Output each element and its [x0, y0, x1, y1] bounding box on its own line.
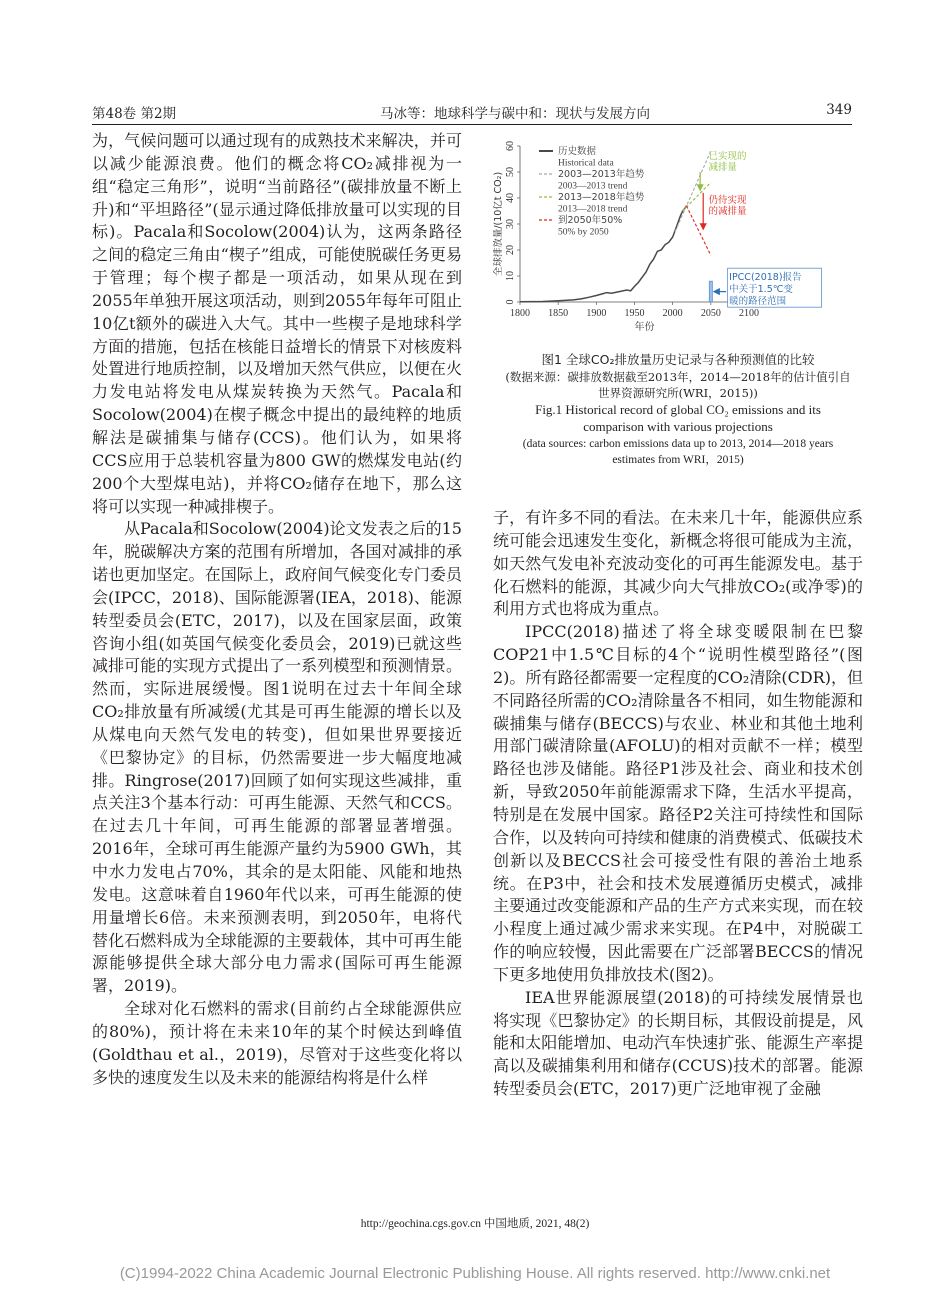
- legend-label-en: 2003—2013 trend: [558, 181, 628, 192]
- legend-label-en: 50% by 2050: [558, 227, 609, 238]
- annotation-achieved-reduction: 减排量: [708, 162, 738, 173]
- legend-label-cn: 2013—2018年趋势: [558, 192, 645, 203]
- page-number: 349: [826, 102, 852, 118]
- y-tick-label: 0: [505, 299, 516, 305]
- legend-label-cn: 历史数据: [558, 146, 597, 157]
- emissions-chart: [493, 134, 863, 348]
- x-tick-label: 1800: [510, 308, 530, 319]
- caption-line: estimates from WRI，2015): [612, 454, 744, 467]
- figure-caption: [493, 352, 863, 469]
- annotation-remaining-reduction: 仍待实现: [708, 195, 747, 207]
- annotation-ipcc-range: 暖的路径范围: [729, 296, 787, 308]
- ipcc-range-bar: [709, 281, 712, 302]
- x-tick-label: 1900: [586, 308, 607, 319]
- annotation-ipcc-range: IPCC(2018)报告: [729, 272, 802, 284]
- caption-line: (数据来源：碳排放数据截至2013年，2014—2018年的估计值引自: [505, 369, 851, 384]
- issue-label: 第48卷 第2期: [92, 106, 177, 122]
- chart-legend: [539, 145, 645, 238]
- y-tick-label: 50: [505, 167, 516, 177]
- legend-label-en: 2013—2018 trend: [558, 204, 628, 215]
- annotation-remaining-reduction: 的减排量: [708, 206, 747, 218]
- copyright-line: (C)1994-2022 China Academic Journal Electronic Publishing House. All rights reserved. http://www.cnki.net: [119, 1265, 831, 1282]
- caption-line: (data sources: carbon emissions data up to 2013, 2014—2018 years: [522, 437, 834, 450]
- paragraph: IPCC(2018)描述了将全球变暖限制在巴黎COP21中1.5℃目标的4个“说明性模型路径”(图2)。所有路径都需要一定程度的CO₂清除(CDR)，但不同路径所需的CO₂清除量各不相同，如生物能源和碳捕集与储存(BECCS)与农业、林业和其他土地利用部门碳清除量(AFOLU)的相对贡献不一样；模型路径也涉及储能。路径P1涉及社会、商业和技术创新，导致2050年前能源需求下降，生活水平提高，特别是在发展中国家。路径P2关注可持续性和国际合作，以及转向可持续和健康的消费模式、低碳技术创新以及BECCS社会可接受性有限的善治土地系统。在P3中，社会和技术发展遵循历史模式，减排主要通过改变能源和产品的生产方式来实现，而在较小程度上通过减少需求来实现。在P4中，对脱碳工作的响应较慢，因此需要在广泛部署BECCS的情况下更多地使用负排放技术(图2)。: [493, 622, 863, 984]
- caption-line: comparison with various projections: [583, 418, 773, 434]
- right-column: [493, 507, 863, 1101]
- paragraph: 从Pacala和Socolow(2004)论文发表之后的15年，脱碳解决方案的范围有所增加，各国对减排的承诺也更加坚定。在国际上，政府间气候变化专门委员会(IPCC，2018)、国际能源署(IEA，2018)、能源转型委员会(ETC，2017)，以及在国家层面，政策咨询小组(如英国气候变化委员会，2019)已就这些减排可能的实现方式提出了一系列模型和预测情景。然而，实际进展缓慢。图1说明在过去十年间全球CO₂排放量有所减缓(尤其是可再生能源的增长以及从煤电向天然气发电的转变)，但如果世界要接近《巴黎协定》的目标，仍然需要进一步大幅度地减排。Ringrose(2017)回顾了如何实现这些减排，重点关注3个基本行动：可再生能源、天然气和CCS。在过去几十年间，可再生能源的部署显著增强。2016年，全球可再生能源产量约为5900 GWh，其中水力发电占70%，其余的是太阳能、风能和地热发电。这意味着自1960年代以来，可再生能源的使用量增长6倍。未来预测表明，到2050年，电将代替化石燃料成为全球能源的主要载体，其中可再生能源能够提供全球大部分电力需求(国际可再生能源署，2019)。: [92, 519, 462, 996]
- y-tick-label: 30: [505, 219, 516, 229]
- annotation-achieved-reduction: 已实现的: [708, 151, 747, 162]
- paragraph: IEA世界能源展望(2018)的可持续发展情景也将实现《巴黎协定》的长期目标，其假设前提是，风能和太阳能增加、电动汽车快速扩张、能源生产率提高以及碳捕集利用和储存(CCUS)技术的部署。能源转型委员会(ETC，2017)更广泛地审视了金融: [493, 987, 863, 1099]
- x-tick-label: 1850: [548, 308, 569, 319]
- caption-line: 世界资源研究所(WRI，2015)): [598, 386, 758, 401]
- legend-label-cn: 2003—2013年趋势: [558, 169, 645, 180]
- annotation-ipcc-range: 中关于1.5℃变: [729, 284, 793, 296]
- chart-annotations: [700, 150, 821, 307]
- caption-line: 图1 全球CO₂排放量历史记录与各种预测值的比较: [541, 352, 815, 367]
- figure-1: [493, 134, 863, 486]
- legend-label-cn: 到2050年50%: [558, 215, 623, 226]
- y-tick-label: 60: [505, 141, 516, 151]
- x-tick-label: 1950: [624, 308, 645, 319]
- paragraph: 为，气候问题可以通过现有的成熟技术来解决，并可以减少能源浪费。他们的概念将CO₂减排视为一组“稳定三角形”，说明“当前路径”(碳排放量不断上升)和“平坦路径”(显示通过降低排放量可以实现的目标)。Pacala和Socolow(2004)认为，这两条路径之间的稳定三角由“楔子”组成，可能使脱碳任务更易于管理；每个楔子都是一项活动，如果从现在到2055年单独开展这项活动，则到2055年每年可阻止10亿t额外的碳进入大气。其中一些楔子是地球科学方面的措施，包括在核能日益增长的情景下对核废料处置进行地质控制，以及增加天然气供应，以便在火力发电站将发电从煤炭转换为天然气。Pacala和Socolow(2004)在楔子概念中提出的最纯粹的地质解法是碳捕集与储存(CCS)。他们认为，如果将CCS应用于总装机容量为800 GW的燃煤发电站(约200个大型煤电站)，并将CO₂储存在地下，那么这将可以实现一种减排楔子。: [92, 131, 462, 516]
- paragraph: 子，有许多不同的看法。在未来几十年，能源供应系统可能会迅速发生变化，新概念将很可能成为主流，如天然气发电补充波动变化的可再生能源发电。基于化石燃料的能源，其减少向大气排放CO₂(或净零)的利用方式也将成为重点。: [493, 508, 863, 619]
- y-tick-label: 10: [505, 271, 516, 281]
- x-tick-label: 2100: [739, 308, 759, 319]
- journal-footer: http://geochina.cgs.gov.cn 中国地质, 2021, 48(2): [360, 1218, 590, 1230]
- paragraph: 全球对化石燃料的需求(目前约占全球能源供应的80%)，预计将在未来10年的某个时候达到峰值(Goldthau et al.，2019)，尽管对于这些变化将以多快的速度发生以及未来的能源结构将是什么样: [92, 999, 462, 1087]
- caption-line: Fig.1 Historical record of global CO₂ emissions and its: [535, 402, 821, 418]
- header-rule: [92, 124, 852, 125]
- left-column: [92, 130, 462, 1089]
- y-tick-label: 20: [505, 245, 516, 255]
- x-tick-label: 2000: [662, 308, 683, 319]
- article-running-title: 马冰等：地球科学与碳中和：现状与发展方向: [380, 106, 650, 122]
- legend-label-en: Historical data: [558, 158, 614, 169]
- series-line-3: [686, 206, 710, 255]
- y-axis-label: 全球排放量/(10亿t CO₂): [493, 171, 504, 277]
- x-tick-label: 2050: [700, 308, 721, 319]
- y-tick-label: 40: [505, 193, 516, 203]
- x-axis-label: 年份: [634, 322, 655, 333]
- running-header: [92, 102, 852, 124]
